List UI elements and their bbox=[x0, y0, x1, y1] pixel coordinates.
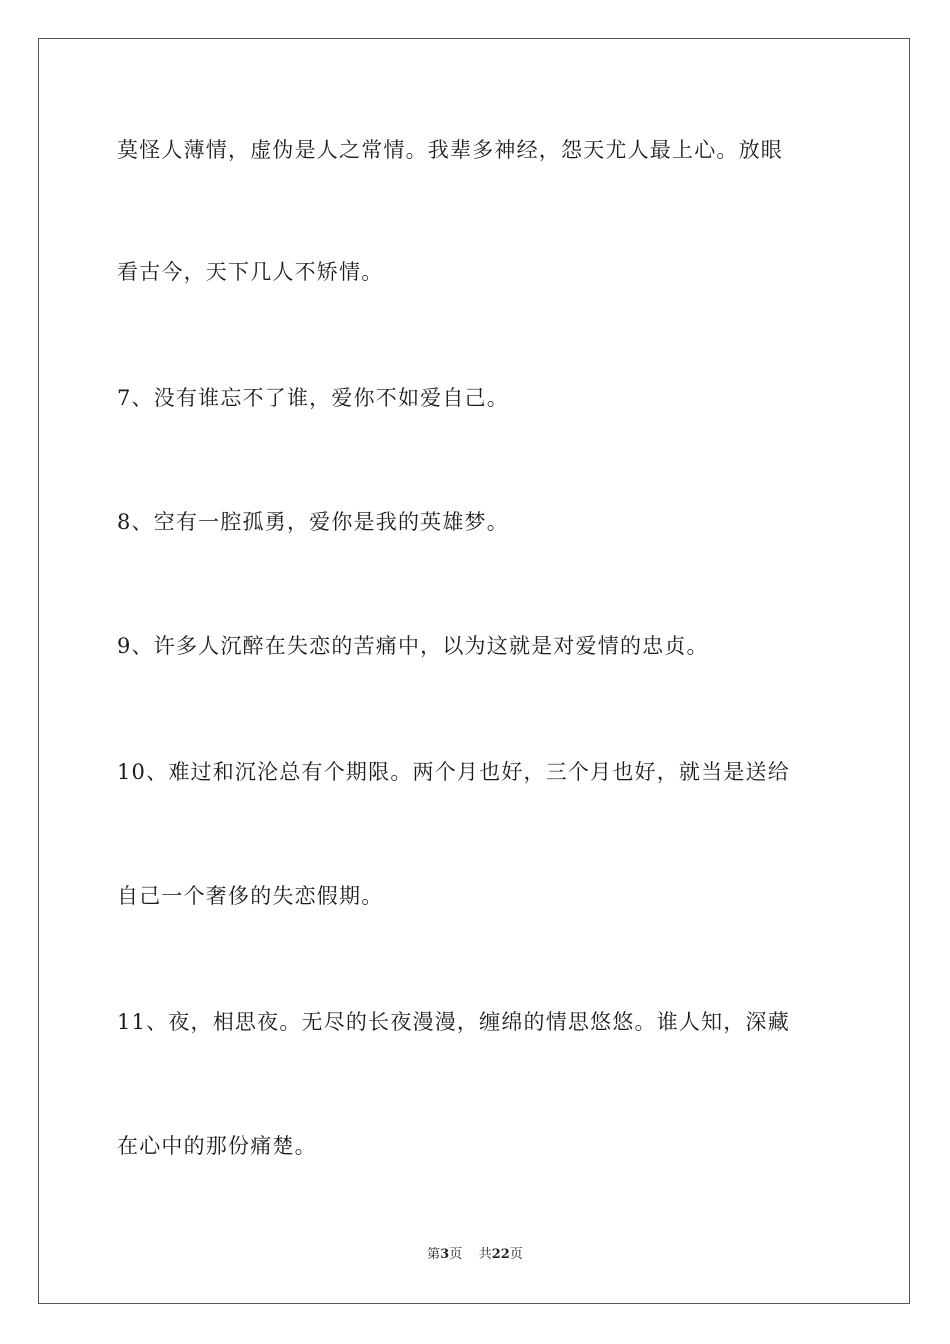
text-line-8: 11、夜，相思夜。无尽的长夜漫漫，缠绵的情思悠悠。谁人知，深藏 bbox=[117, 1010, 790, 1034]
text-line-7: 自己一个奢侈的失恋假期。 bbox=[117, 884, 384, 908]
footer-page-prefix: 第 bbox=[427, 1247, 441, 1262]
footer-total-prefix: 共 bbox=[478, 1247, 492, 1262]
text-line-3: 7、没有谁忘不了谁，爱你不如爱自己。 bbox=[117, 386, 509, 410]
text-line-6: 10、难过和沉沦总有个期限。两个月也好，三个月也好，就当是送给 bbox=[117, 760, 790, 784]
footer-page-current: 3 bbox=[440, 1247, 450, 1262]
footer-page-total: 22 bbox=[491, 1247, 510, 1262]
text-line-4: 8、空有一腔孤勇，爱你是我的英雄梦。 bbox=[117, 510, 509, 534]
text-line-9: 在心中的那份痛楚。 bbox=[117, 1134, 317, 1158]
page-footer bbox=[0, 1246, 950, 1264]
page-border bbox=[38, 38, 910, 1304]
footer-page-suffix: 页 bbox=[449, 1247, 463, 1262]
footer-total-suffix: 页 bbox=[509, 1247, 523, 1262]
text-line-2: 看古今，天下几人不矫情。 bbox=[117, 260, 384, 284]
text-line-5: 9、许多人沉醉在失恋的苦痛中，以为这就是对爱情的忠贞。 bbox=[117, 634, 709, 658]
text-line-1: 莫怪人薄情，虚伪是人之常情。我辈多神经，怨天尤人最上心。放眼 bbox=[117, 138, 783, 162]
